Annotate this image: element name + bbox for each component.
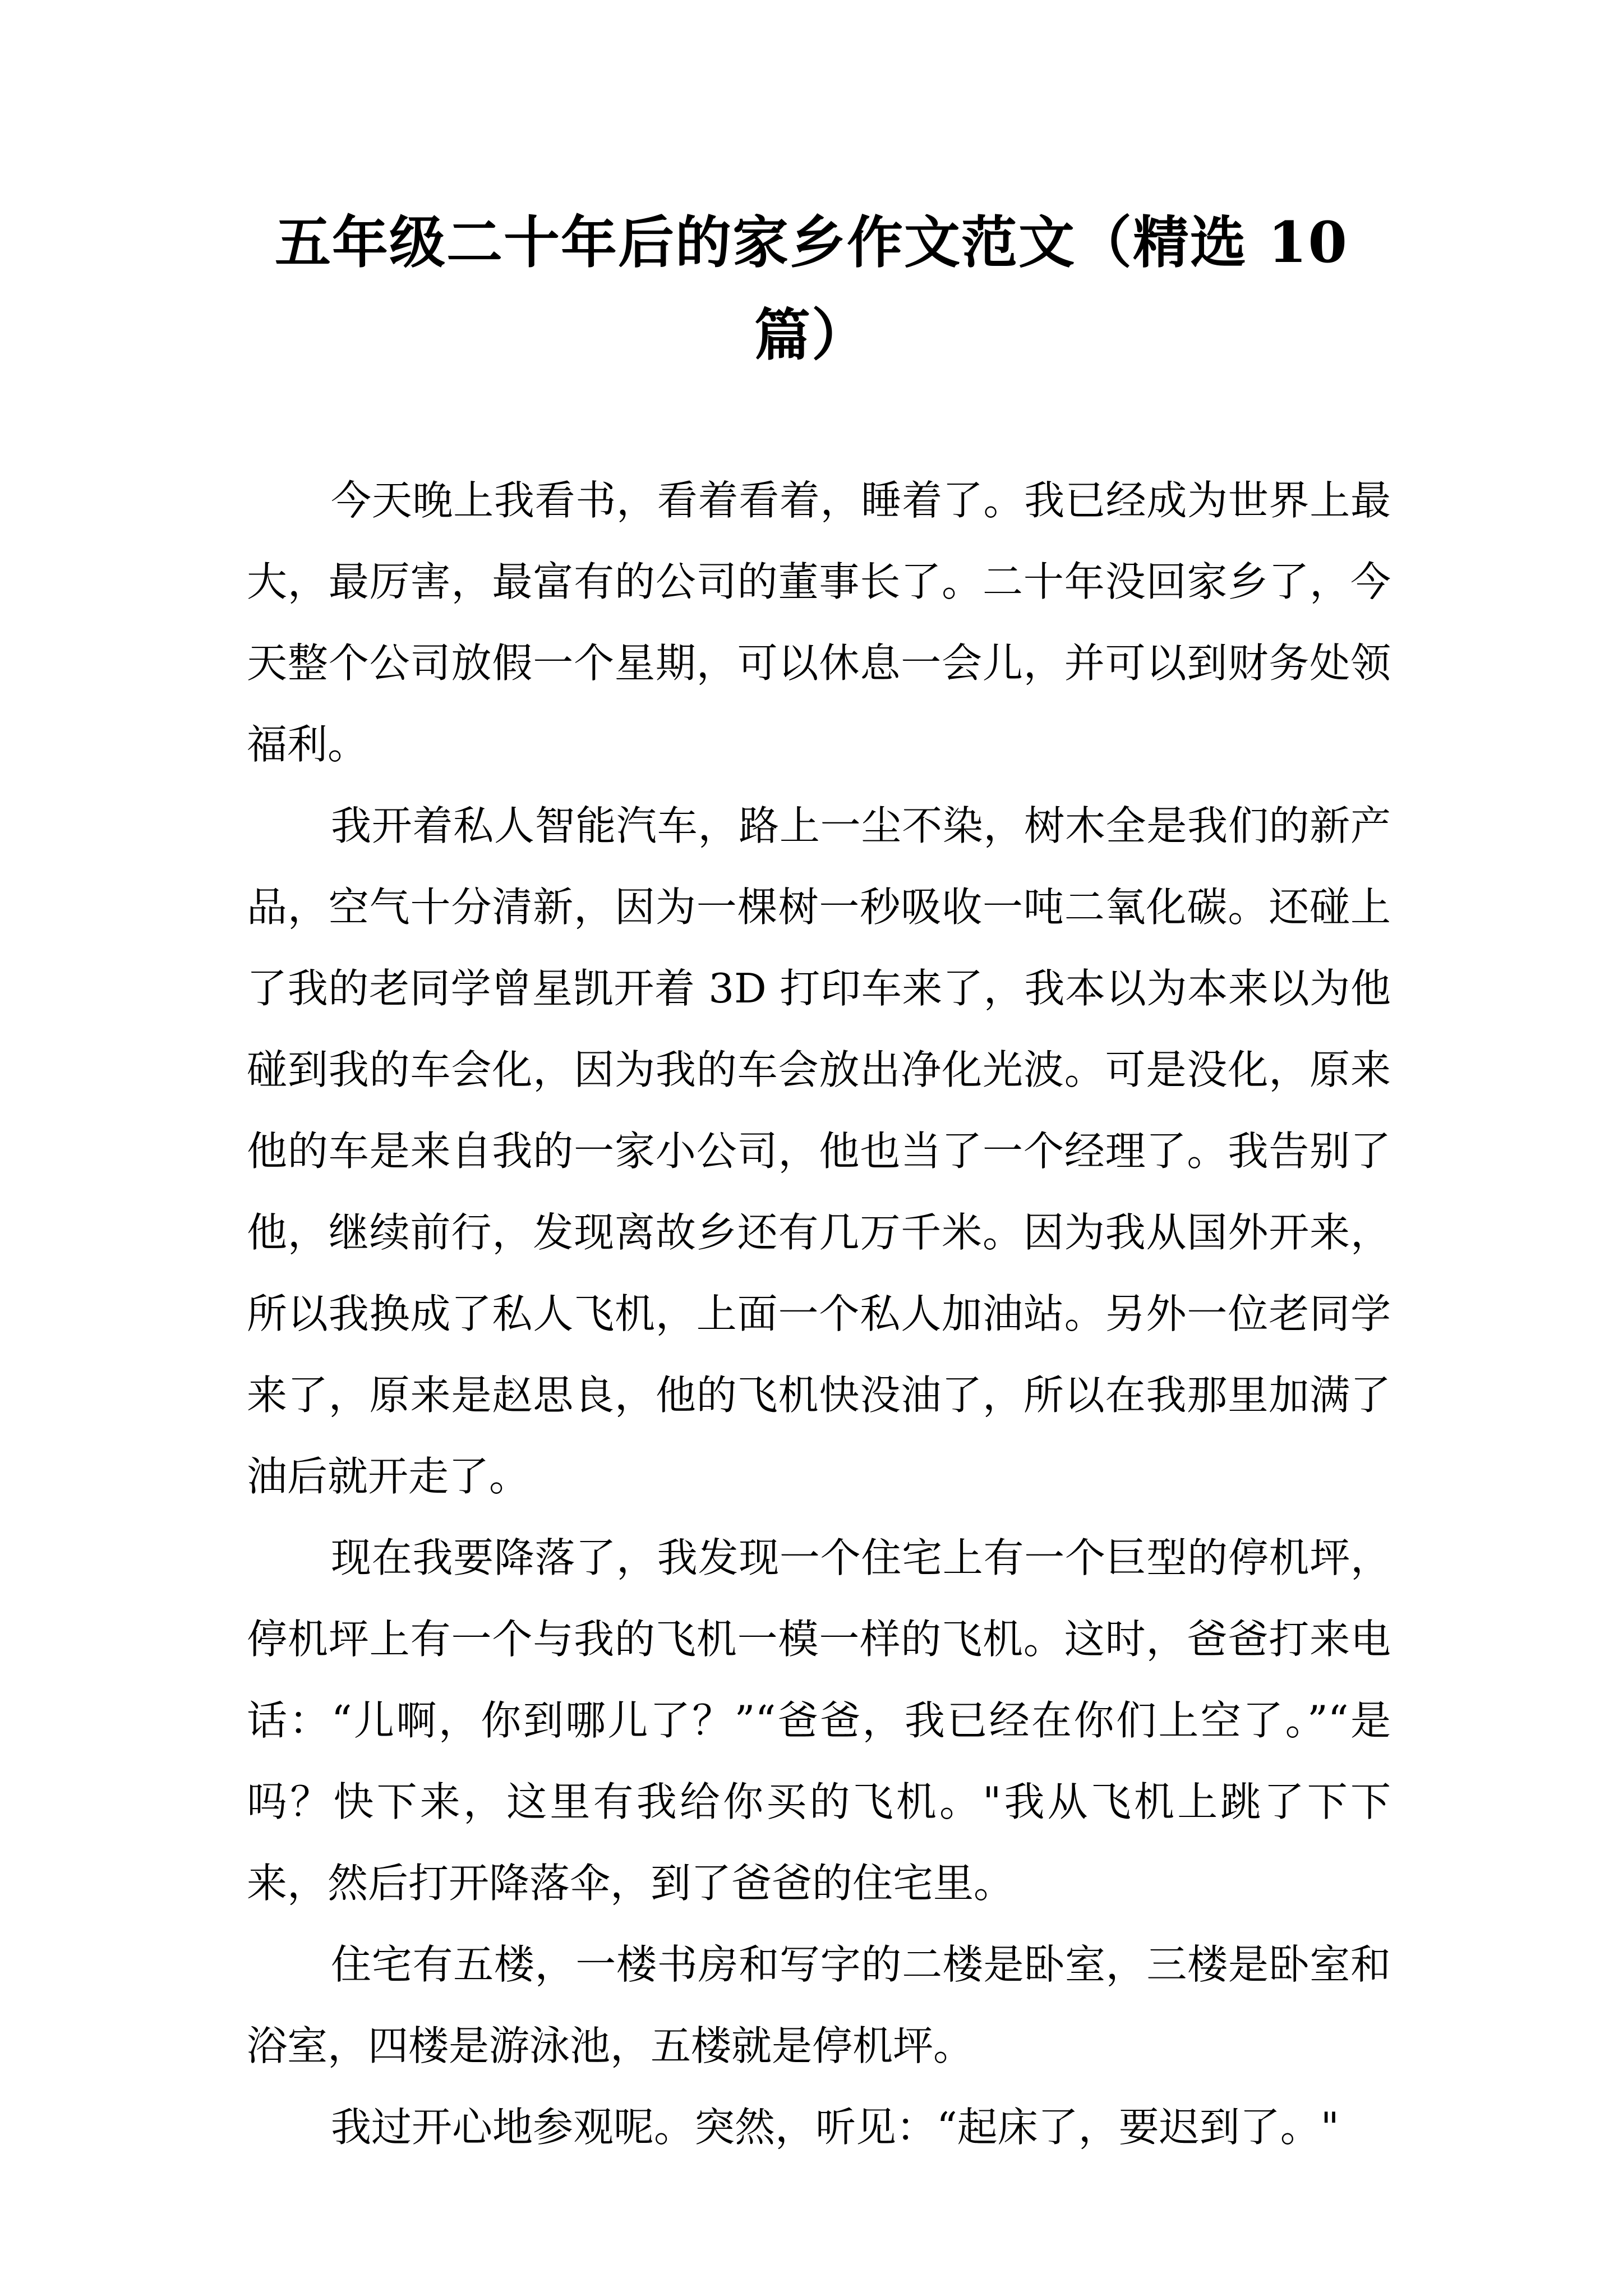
document-body — [247, 460, 1391, 2168]
paragraph: 今天晚上我看书，看着看着，睡着了。我已经成为世界上最大，最厉害，最富有的公司的董事长了。二十年没回家乡了，今天整个公司放假一个星期，可以休息一会儿，并可以到财务处领福利。 — [247, 477, 1391, 768]
title-line-1: 五年级二十年后的家乡作文范文（精选 10 — [275, 209, 1348, 275]
paragraph: 我开着私人智能汽车，路上一尘不染，树木全是我们的新产品，空气十分清新，因为一棵树一秒吸收一吨二氧化碳。还碰上了我的老同学曾星凯开着 3D 打印车来了，我本以为本来以为他碰到我的车会化，因为我的车会放出净化光波。可是没化，原来他的车是来自我的一家小公司，他也当了一个经理了。我告别了他，继续前行，发现离故乡还有几万千米。因为我从国外开来，所以我换成了私人飞机，上面一个私人加油站。另外一位老同学来了，原来是赵思良，他的飞机快没油了，所以在我那里加满了油后就开走了。 — [247, 802, 1391, 1500]
paragraph: 我过开心地参观呢。突然，听见：“起床了，要迟到了。" — [331, 2104, 1339, 2151]
title-line-2: 篇） — [754, 302, 869, 368]
document-title — [0, 196, 1623, 381]
paragraph: 现在我要降落了，我发现一个住宅上有一个巨型的停机坪，停机坪上有一个与我的飞机一模一样的飞机。这时，爸爸打来电话：“儿啊，你到哪儿了？”“爸爸，我已经在你们上空了。”“是吗？快下来，这里有我给你买的飞机。"我从飞机上跳了下下来，然后打开降落伞，到了爸爸的住宅里。 — [247, 1534, 1391, 1907]
paragraph: 住宅有五楼，一楼书房和写字的二楼是卧室，三楼是卧室和浴室，四楼是游泳池，五楼就是停机坪。 — [247, 1941, 1391, 2069]
